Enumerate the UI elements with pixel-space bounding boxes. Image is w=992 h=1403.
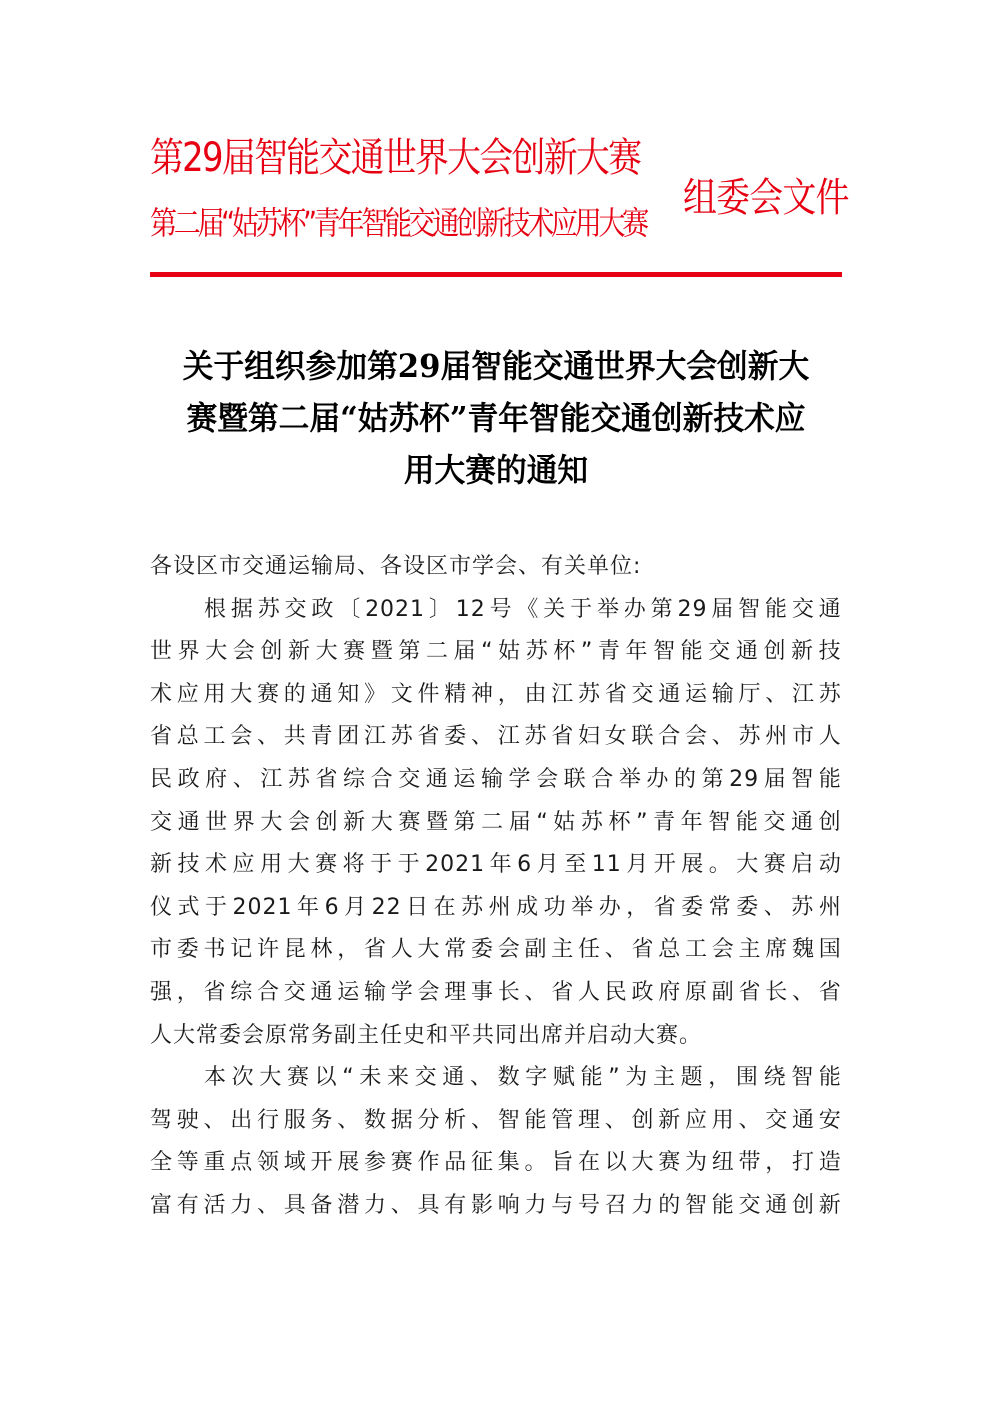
- paragraph-line: 全 等 重 点 领 域 开 展 参 赛 作 品 征 集 。 旨 在 以 大 赛 为 纽 带 ， 打 造: [150, 1150, 842, 1176]
- header-line-1: 第29届智能交通世界大会创新大赛: [150, 135, 641, 181]
- paragraph-line: 民 政 府 、 江 苏 省 综 合 交 通 运 输 学 会 联 合 举 办 的 第 29 届 智 能: [150, 766, 842, 792]
- header-issuer: 组委会文件: [683, 175, 849, 221]
- header-line-2: 第二届“姑苏杯”青年智能交通创新技术应用大赛: [150, 204, 646, 242]
- document-body: [150, 546, 842, 1228]
- paragraph-line: 市 委 书 记 许 昆 林 ， 省 人 大 常 委 会 副 主 任 、 省 总 工 会 主 席 魏 国: [150, 937, 842, 963]
- paragraph-line: 驾 驶 、 出 行 服 务 、 数 据 分 析 、 智 能 管 理 、 创 新 应 用 、 交 通 安: [150, 1107, 842, 1133]
- document-title: [150, 340, 842, 496]
- paragraph-line: 仪 式 于 2021 年 6 月 22 日 在 苏 州 成 功 举 办 ， 省 委 常 委 、 苏 州: [150, 894, 842, 920]
- paragraph-line: 世 界 大 会 创 新 大 赛 暨 第 二 届 “ 姑 苏 杯 ” 青 年 智 能 交 通 创 新 技: [150, 639, 842, 665]
- paragraph-line: 根 据 苏 交 政 〔 2021 〕 12 号 《 关 于 举 办 第 29 届 智 能 交 通: [204, 596, 842, 622]
- title-line: 关于组织参加第29届智能交通世界大会创新大: [182, 347, 810, 385]
- paragraph-line: 人大常委会原常务副主任史和平共同出席并启动大赛。: [150, 1022, 703, 1048]
- paragraph-line: 强 ， 省 综 合 交 通 运 输 学 会 理 事 长 、 省 人 民 政 府 原 副 省 长 、 省: [150, 979, 842, 1005]
- paragraph-line: 富 有 活 力 、 具 备 潜 力 、 具 有 影 响 力 与 号 召 力 的 智 能 交 通 创 新: [150, 1192, 842, 1218]
- red-divider: [150, 272, 842, 277]
- paragraph-line: 省 总 工 会 、 共 青 团 江 苏 省 委 、 江 苏 省 妇 女 联 合 会 、 苏 州 市 人: [150, 724, 842, 750]
- paragraph-line: 本 次 大 赛 以 “ 未 来 交 通 、 数 字 赋 能 ” 为 主 题 ， 围 绕 智 能: [204, 1065, 842, 1091]
- salutation: 各设区市交通运输局、各设区市学会、有关单位:: [150, 554, 642, 579]
- title-line: 赛暨第二届“姑苏杯”青年智能交通创新技术应: [186, 399, 806, 437]
- red-header: [150, 130, 870, 280]
- paragraph-line: 新 技 术 应 用 大 赛 将 于 于 2021 年 6 月 至 11 月 开 展 。 大 赛 启 动: [150, 852, 842, 878]
- paragraph-line: 术 应 用 大 赛 的 通 知 》 文 件 精 神 ， 由 江 苏 省 交 通 运 输 厅 、 江 苏: [150, 681, 842, 707]
- paragraph-line: 交 通 世 界 大 会 创 新 大 赛 暨 第 二 届 “ 姑 苏 杯 ” 青 年 智 能 交 通 创: [150, 809, 842, 835]
- title-line: 用大赛的通知: [403, 451, 589, 489]
